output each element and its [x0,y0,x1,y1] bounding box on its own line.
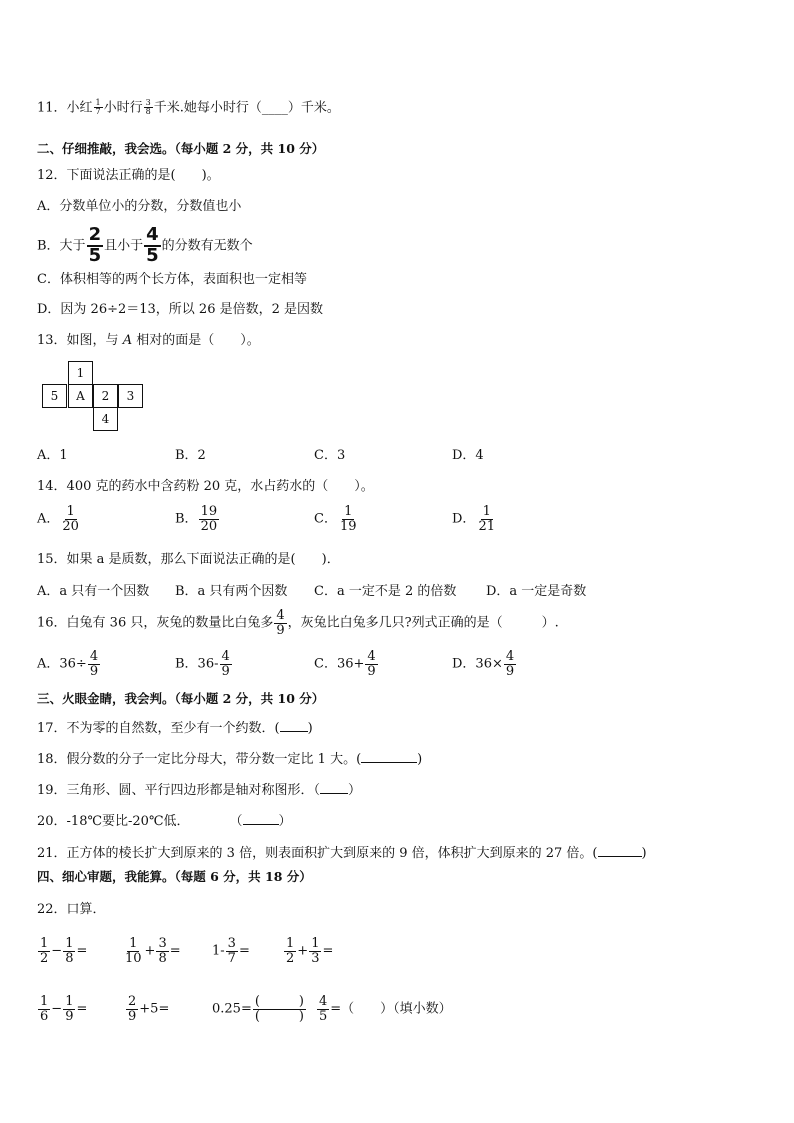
question-15-option-c[interactable]: C．a 一定不是 2 的倍数 [314,584,457,599]
net-cell-right-1: 2 [93,384,118,408]
fraction: $\frac{4}{9}$ [221,649,230,679]
question-14-option-b[interactable]: B． $\frac{19}{20}$ [175,504,218,534]
calc-expression: $\frac{4}{5}$ =（ ）（填小数） [319,994,452,1024]
question-16-option-c[interactable]: C．36+ $\frac{4}{9}$ [314,649,376,679]
answer-fraction-blank[interactable]: $\frac{( )}{( )}$ [254,994,304,1024]
answer-blank[interactable] [243,813,279,825]
question-12-option-c[interactable]: C．体积相等的两个长方体，表面积也一定相等 [37,272,307,287]
section-2-heading: 二、仔细推敲，我会选。（每小题 2 分，共 10 分） [37,141,325,156]
section-3-heading: 三、火眼金睛，我会判。（每小题 2 分，共 10 分） [37,691,325,706]
answer-blank[interactable] [598,845,642,857]
question-13-option-c[interactable]: C．3 [314,448,346,463]
fraction: $\frac{4}{9}$ [367,649,376,679]
net-cell-left: 5 [42,384,67,408]
question-13-option-d[interactable]: D．4 [452,448,484,463]
question-13-option-b[interactable]: B．2 [175,448,206,463]
section-4-heading: 四、细心审题，我能算。（每题 6 分，共 18 分） [37,869,312,884]
answer-blank[interactable]: ____ [261,100,288,116]
question-16-option-b[interactable]: B．36- $\frac{4}{9}$ [175,649,230,679]
fraction: $\frac{19}{20}$ [200,504,218,534]
fraction: $\frac{1}{20}$ [62,504,79,534]
question-14-option-c[interactable]: C． $\frac{1}{19}$ [314,504,357,534]
calc-expression: $\frac{1}{10}$ + $\frac{3}{8}$ = [125,936,181,966]
question-12-option-b[interactable]: B．大于 $\frac{2}{5}$ 且小于 $\frac{4}{5}$ 的分数有无数个 [37,224,253,266]
calc-expression: $\frac{2}{9}$ +5= [128,994,170,1024]
question-17: 17．不为零的自然数，至少有一个约数．( ) [37,721,313,736]
question-11: 11．小红 $\frac{1}{7}$ 小时行 $\frac{3}{8}$ 千米.她每小时行（____）千米。 [37,98,340,117]
question-16-stem: 16．白兔有 36 只，灰兔的数量比白兔多 $\frac{4}{9}$ ，灰兔比白兔多几只?列式正确的是（ ）. [37,608,559,638]
question-15-stem: 15．如果 a 是质数，那么下面说法正确的是( )． [37,552,340,567]
question-12-option-d[interactable]: D．因为 26÷2＝13，所以 26 是倍数，2 是因数 [37,302,324,317]
fraction: $\frac{1}{19}$ [339,504,357,534]
calc-expression: 1- $\frac{3}{7}$ = [212,936,250,966]
question-19: 19．三角形、圆、平行四边形都是轴对称图形．（ ） [37,783,362,798]
fraction: $\frac{4}{5}$ [146,224,159,266]
question-22-stem: 22．口算． [37,902,106,917]
net-cell-bottom: 4 [93,407,118,431]
net-cell-center: A [68,384,93,408]
question-12-option-a[interactable]: A．分数单位小的分数，分数值也小 [37,199,242,214]
question-16-option-a[interactable]: A．36÷ $\frac{4}{9}$ [37,649,99,679]
question-15-option-d[interactable]: D．a 一定是奇数 [486,584,587,599]
question-16-option-d[interactable]: D．36× $\frac{4}{9}$ [452,649,515,679]
question-15-option-a[interactable]: A．a 只有一个因数 [37,584,150,599]
answer-blank[interactable] [280,720,308,732]
question-12-stem: 12．下面说法正确的是( )。 [37,168,220,183]
fraction: $\frac{1}{21}$ [478,504,495,534]
fraction: $\frac{1}{7}$ [95,98,101,117]
fraction: $\frac{4}{9}$ [276,608,285,638]
net-cell-top: 1 [68,361,93,385]
fraction: $\frac{3}{8}$ [145,98,151,117]
question-13-stem: 13．如图，与 A 相对的面是（ ）。 [37,333,260,348]
fraction: $\frac{2}{5}$ [88,224,102,266]
calc-expression: $\frac{1}{2}$ − $\frac{1}{8}$ = [40,936,88,966]
calc-expression: $\frac{1}{2}$ + $\frac{1}{3}$ = [286,936,334,966]
question-13-option-a[interactable]: A．1 [37,448,68,463]
question-14-stem: 14．400 克的药水中含药粉 20 克，水占药水的（ ）。 [37,479,374,494]
calc-expression: $\frac{1}{6}$ − $\frac{1}{9}$ = [40,994,88,1024]
fraction: $\frac{4}{9}$ [505,649,515,679]
answer-blank[interactable] [320,782,348,794]
question-14-option-d[interactable]: D． $\frac{1}{21}$ [452,504,495,534]
answer-blank[interactable] [361,751,417,763]
question-20: 20．-18℃要比-20℃低． （ ） [37,814,292,829]
fraction: $\frac{4}{9}$ [89,649,99,679]
question-18: 18．假分数的分子一定比分母大，带分数一定比 1 大。( ) [37,752,423,767]
question-21: 21．正方体的棱长扩大到原来的 3 倍，则表面积扩大到原来的 9 倍，体积扩大到原来的 27 倍。( ) [37,846,647,861]
calc-expression: 0.25= $\frac{( )}{( )}$ [212,994,304,1024]
question-15-option-b[interactable]: B．a 只有两个因数 [175,584,288,599]
question-14-option-a[interactable]: A． $\frac{1}{20}$ [37,504,79,534]
net-cell-right-2: 3 [118,384,143,408]
